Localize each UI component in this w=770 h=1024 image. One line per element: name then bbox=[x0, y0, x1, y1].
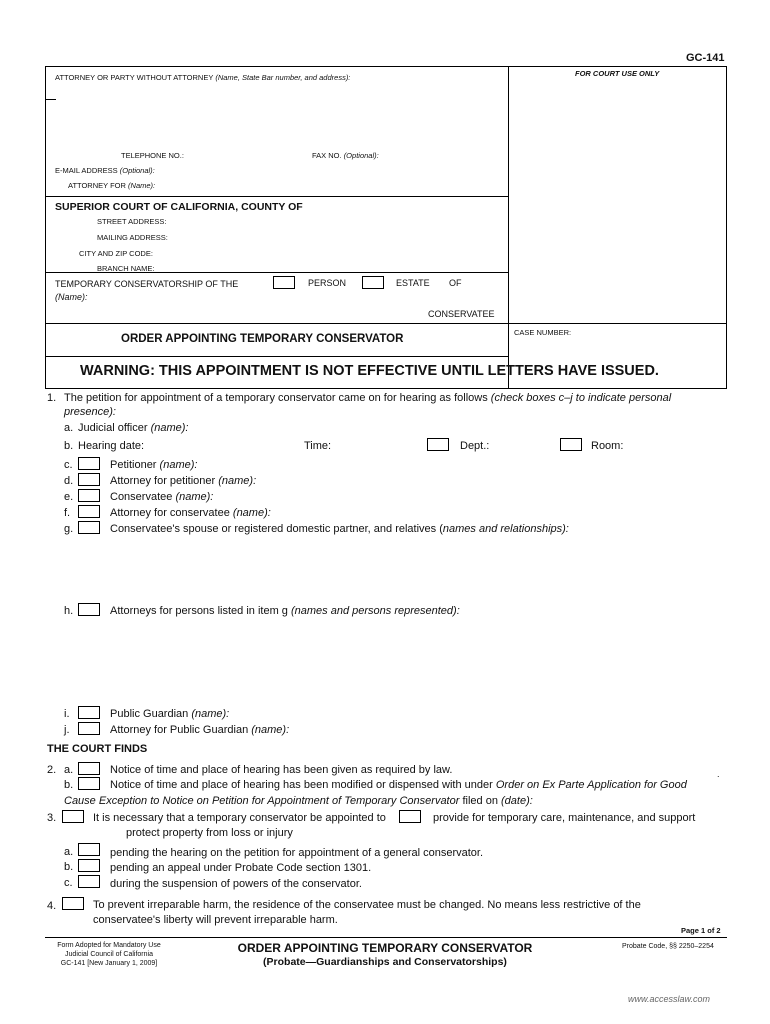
form-adopted-block bbox=[45, 941, 173, 968]
petitioner-label bbox=[110, 459, 197, 471]
notice-modified-text: Notice of time and place of hearing has been modified or dispensed with under bbox=[110, 779, 493, 791]
item-1b-label: b. bbox=[64, 440, 74, 452]
notice-modified-note: Order on Ex Parte Application for Good bbox=[495, 779, 687, 791]
fax-label-text: FAX NO. bbox=[312, 151, 342, 160]
conservatee-checkbox[interactable] bbox=[78, 489, 100, 502]
email-label[interactable] bbox=[55, 166, 155, 175]
item-3c-label: c. bbox=[64, 877, 73, 889]
time-label[interactable]: Time: bbox=[304, 440, 332, 452]
item-1g-label: g. bbox=[64, 523, 74, 535]
form-id: GC-141 bbox=[686, 52, 725, 64]
item-3-checkbox[interactable] bbox=[62, 810, 84, 823]
footer-title-block bbox=[200, 941, 570, 968]
item-1i-label: i. bbox=[64, 708, 70, 720]
spouse-relatives-checkbox[interactable] bbox=[78, 521, 100, 534]
attorneys-item-g-checkbox[interactable] bbox=[78, 603, 100, 616]
attorney-header-label: ATTORNEY OR PARTY WITHOUT ATTORNEY bbox=[55, 73, 214, 82]
attorney-petitioner-label bbox=[110, 475, 256, 487]
notice-modified-checkbox[interactable] bbox=[78, 777, 100, 790]
branch-name-label[interactable]: BRANCH NAME: bbox=[97, 264, 155, 273]
item-1-text bbox=[64, 392, 671, 404]
room-checkbox[interactable] bbox=[560, 438, 582, 451]
attorney-petitioner-note: (name): bbox=[218, 475, 257, 487]
conservatee-label: CONSERVATEE bbox=[428, 309, 495, 319]
pending-appeal-checkbox[interactable] bbox=[78, 859, 100, 872]
attorney-for-text: ATTORNEY FOR bbox=[68, 181, 126, 190]
pending-appeal-label: pending an appeal under Probate Code section 1301. bbox=[110, 862, 372, 874]
item-4-number: 4. bbox=[47, 900, 57, 912]
attorney-for-label[interactable] bbox=[68, 181, 155, 190]
header-divider-vertical bbox=[508, 66, 509, 388]
judicial-officer-label[interactable] bbox=[78, 422, 188, 434]
notice-modified-label bbox=[110, 779, 687, 791]
item-1c-label: c. bbox=[64, 459, 73, 471]
email-label-note: (Optional): bbox=[119, 166, 155, 175]
person-label: PERSON bbox=[308, 278, 347, 288]
divider-attorney-court bbox=[45, 196, 509, 197]
attorneys-item-g-note: (names and persons represented): bbox=[290, 605, 460, 617]
spouse-relatives-text: Conservatee's spouse or registered domestic partner, and relatives ( bbox=[110, 523, 443, 535]
attorney-for-note: (Name): bbox=[128, 181, 156, 190]
item-2-number: 2. bbox=[47, 764, 57, 776]
case-number-label[interactable]: CASE NUMBER: bbox=[514, 328, 572, 337]
page-number: Page 1 of 2 bbox=[681, 926, 721, 935]
for-court-use-label: FOR COURT USE ONLY bbox=[575, 69, 660, 78]
conservatee-name-label bbox=[110, 491, 213, 503]
spouse-relatives-label bbox=[110, 523, 569, 535]
footer-title: ORDER APPOINTING TEMPORARY CONSERVATOR bbox=[237, 941, 533, 955]
attorney-conservatee-text: Attorney for conservatee bbox=[110, 507, 230, 519]
protect-property-label: protect property from loss or injury bbox=[126, 827, 293, 839]
attorneys-item-g-label bbox=[110, 605, 460, 617]
item-4-checkbox[interactable] bbox=[62, 897, 84, 910]
petitioner-note: (name): bbox=[159, 459, 198, 471]
person-checkbox[interactable] bbox=[273, 276, 295, 289]
stray-dot: . bbox=[717, 769, 720, 779]
divider-case-title bbox=[45, 323, 727, 324]
footer-subtitle: (Probate—Guardianships and Conservatorships) bbox=[263, 956, 507, 968]
public-guardian-text: Public Guardian bbox=[110, 708, 189, 720]
item-2a-label: a. bbox=[64, 764, 74, 776]
attorney-public-guardian-checkbox[interactable] bbox=[78, 722, 100, 735]
header-right-border bbox=[726, 66, 727, 388]
item-1f-label: f. bbox=[64, 507, 71, 519]
item-3-text: It is necessary that a temporary conservator be appointed to bbox=[93, 812, 386, 824]
city-zip-label[interactable]: CITY AND ZIP CODE: bbox=[79, 249, 153, 258]
email-label-text: E-MAIL ADDRESS bbox=[55, 166, 118, 175]
judicial-officer-text: Judicial officer bbox=[78, 422, 148, 434]
item-1h-label: h. bbox=[64, 605, 74, 617]
item-1e-label: e. bbox=[64, 491, 74, 503]
suspension-label: during the suspension of powers of the conservator. bbox=[110, 878, 362, 890]
footer-rule bbox=[45, 937, 727, 938]
hearing-date-label[interactable]: Hearing date: bbox=[78, 440, 145, 452]
attorneys-item-g-text: Attorneys for persons listed in item g bbox=[110, 605, 288, 617]
conservatee-note: (name): bbox=[175, 491, 214, 503]
support-checkbox[interactable] bbox=[399, 810, 421, 823]
header-top-border bbox=[45, 66, 727, 67]
document-title: ORDER APPOINTING TEMPORARY CONSERVATOR bbox=[121, 333, 404, 345]
form-adopted-line-1: Form Adopted for Mandatory Use bbox=[57, 942, 161, 949]
attorney-public-guardian-text: Attorney for Public Guardian bbox=[110, 724, 249, 736]
case-name-label[interactable]: (Name): bbox=[55, 292, 88, 302]
attorney-public-guardian-label bbox=[110, 724, 289, 736]
notice-given-label: Notice of time and place of hearing has been given as required by law. bbox=[110, 764, 453, 776]
attorney-conservatee-checkbox[interactable] bbox=[78, 505, 100, 518]
of-label: OF bbox=[449, 278, 462, 288]
dept-label: Dept.: bbox=[460, 440, 490, 452]
probate-code-ref: Probate Code, §§ 2250–2254 bbox=[622, 943, 714, 950]
attorney-petitioner-text: Attorney for petitioner bbox=[110, 475, 216, 487]
item-1-note: (check boxes c–j to indicate personal bbox=[490, 392, 672, 404]
petitioner-text: Petitioner bbox=[110, 459, 157, 471]
tc-of-the-label: TEMPORARY CONSERVATORSHIP OF THE bbox=[55, 279, 239, 289]
item-1-number: 1. bbox=[47, 392, 57, 404]
petitioner-checkbox[interactable] bbox=[78, 457, 100, 470]
public-guardian-note: (name): bbox=[191, 708, 230, 720]
warning-banner: WARNING: THIS APPOINTMENT IS NOT EFFECTIVE UNTIL LETTERS HAVE ISSUED. bbox=[80, 363, 659, 379]
mailing-address-label[interactable]: MAILING ADDRESS: bbox=[97, 233, 168, 242]
telephone-label[interactable]: TELEPHONE NO.: bbox=[121, 151, 184, 160]
dept-checkbox[interactable] bbox=[427, 438, 449, 451]
court-finds-heading: THE COURT FINDS bbox=[47, 743, 148, 755]
filed-on-date: (date): bbox=[501, 795, 533, 807]
estate-checkbox[interactable] bbox=[362, 276, 384, 289]
street-address-label[interactable]: STREET ADDRESS: bbox=[97, 217, 167, 226]
pending-hearing-checkbox[interactable] bbox=[78, 843, 100, 856]
attorney-field-mark bbox=[46, 99, 56, 100]
attorney-public-guardian-note: (name): bbox=[251, 724, 290, 736]
notice-modified-cont[interactable] bbox=[64, 795, 533, 807]
court-title: SUPERIOR COURT OF CALIFORNIA, COUNTY OF bbox=[55, 201, 303, 213]
header-left-border bbox=[45, 66, 46, 388]
public-guardian-checkbox[interactable] bbox=[78, 706, 100, 719]
support-label: provide for temporary care, maintenance, and support bbox=[433, 812, 696, 824]
ex-parte-order-title: Cause Exception to Notice on Petition for Appointment of Temporary Conservator bbox=[64, 795, 460, 807]
item-4-text: To prevent irreparable harm, the residence of the conservatee must be changed. No means less restrictive of the bbox=[93, 899, 641, 911]
conservatee-text: Conservatee bbox=[110, 491, 173, 503]
attorney-header-note: (Name, State Bar number, and address): bbox=[215, 73, 351, 82]
item-1-main: The petition for appointment of a temporary conservator came on for hearing as follows bbox=[64, 392, 488, 404]
item-3-number: 3. bbox=[47, 812, 57, 824]
attorney-petitioner-checkbox[interactable] bbox=[78, 473, 100, 486]
item-1-note-cont: presence): bbox=[64, 406, 116, 418]
item-3a-label: a. bbox=[64, 846, 74, 858]
estate-label: ESTATE bbox=[396, 278, 430, 288]
pending-hearing-label: pending the hearing on the petition for appointment of a general conservator. bbox=[110, 847, 484, 859]
notice-given-checkbox[interactable] bbox=[78, 762, 100, 775]
item-3b-label: b. bbox=[64, 861, 74, 873]
form-adopted-line-2: Judicial Council of California bbox=[65, 951, 153, 958]
attorney-conservatee-note: (name): bbox=[232, 507, 271, 519]
site-watermark: www.accesslaw.com bbox=[628, 994, 711, 1004]
attorney-conservatee-label bbox=[110, 507, 271, 519]
divider-title-warning bbox=[45, 356, 509, 357]
header-bottom-border bbox=[45, 388, 727, 389]
item-1d-label: d. bbox=[64, 475, 74, 487]
judicial-officer-note: (name): bbox=[150, 422, 189, 434]
suspension-checkbox[interactable] bbox=[78, 875, 100, 888]
fax-label-note: (Optional): bbox=[343, 151, 379, 160]
fax-label[interactable] bbox=[312, 151, 379, 160]
form-adopted-line-3: GC-141 [New January 1, 2009] bbox=[60, 960, 158, 967]
item-4-text-cont: conservatee's liberty will prevent irreparable harm. bbox=[93, 914, 338, 926]
public-guardian-label bbox=[110, 708, 229, 720]
filed-on-text: filed on bbox=[462, 795, 498, 807]
item-1j-label: j. bbox=[64, 724, 70, 736]
attorney-header bbox=[55, 73, 350, 82]
room-label: Room: bbox=[591, 440, 624, 452]
item-1a-label: a. bbox=[64, 422, 74, 434]
item-2b-label: b. bbox=[64, 779, 74, 791]
spouse-relatives-note: names and relationships): bbox=[442, 523, 569, 535]
